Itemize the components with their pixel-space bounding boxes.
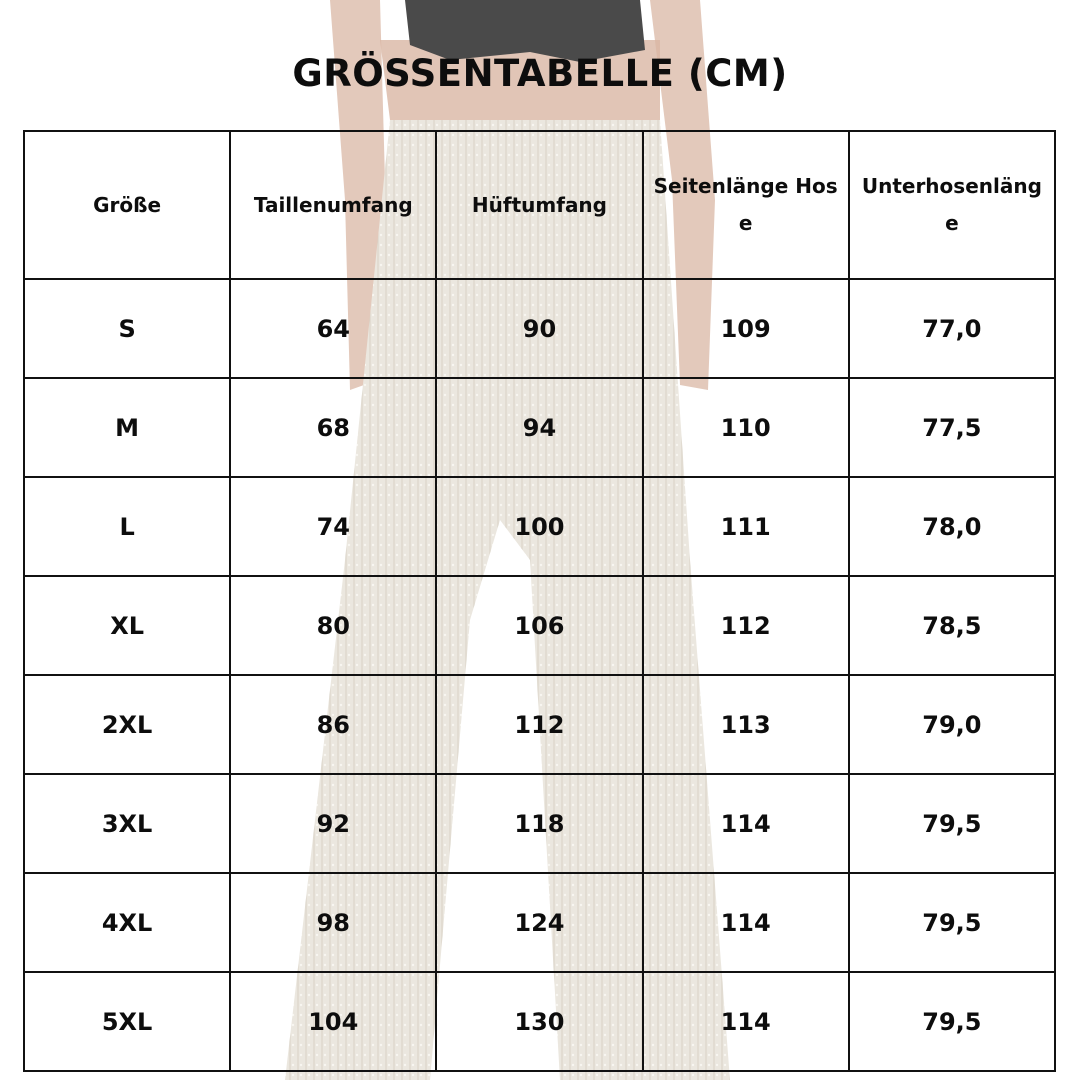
cell-size: 4XL xyxy=(24,873,230,972)
cell-size: 5XL xyxy=(24,972,230,1071)
cell-inseam: 77,0 xyxy=(849,279,1055,378)
cell-hip: 118 xyxy=(436,774,642,873)
cell-side-length: 110 xyxy=(643,378,849,477)
column-header-waist: Taillenumfang xyxy=(230,131,436,279)
cell-side-length: 111 xyxy=(643,477,849,576)
table-row xyxy=(24,972,1055,1071)
cell-waist: 80 xyxy=(230,576,436,675)
table-row xyxy=(24,576,1055,675)
cell-hip: 112 xyxy=(436,675,642,774)
cell-inseam: 78,0 xyxy=(849,477,1055,576)
cell-side-length: 113 xyxy=(643,675,849,774)
cell-hip: 106 xyxy=(436,576,642,675)
column-header-size: Größe xyxy=(24,131,230,279)
size-table xyxy=(23,130,1056,1072)
cell-size: 2XL xyxy=(24,675,230,774)
cell-side-length: 112 xyxy=(643,576,849,675)
cell-inseam: 78,5 xyxy=(849,576,1055,675)
cell-side-length: 109 xyxy=(643,279,849,378)
cell-size: 3XL xyxy=(24,774,230,873)
cell-hip: 90 xyxy=(436,279,642,378)
table-header-row xyxy=(24,131,1055,279)
column-header-hip: Hüftumfang xyxy=(436,131,642,279)
cell-inseam: 79,5 xyxy=(849,972,1055,1071)
table-row xyxy=(24,378,1055,477)
cell-hip: 130 xyxy=(436,972,642,1071)
column-header-side-length: Seitenlänge Hose xyxy=(643,131,849,279)
cell-waist: 98 xyxy=(230,873,436,972)
column-header-inseam: Unterhosenlänge xyxy=(849,131,1055,279)
cell-hip: 100 xyxy=(436,477,642,576)
table-row xyxy=(24,774,1055,873)
table-row xyxy=(24,477,1055,576)
cell-inseam: 79,5 xyxy=(849,873,1055,972)
cell-hip: 94 xyxy=(436,378,642,477)
cell-side-length: 114 xyxy=(643,873,849,972)
cell-waist: 64 xyxy=(230,279,436,378)
cell-inseam: 77,5 xyxy=(849,378,1055,477)
cell-side-length: 114 xyxy=(643,774,849,873)
cell-waist: 74 xyxy=(230,477,436,576)
table-row xyxy=(24,279,1055,378)
cell-inseam: 79,5 xyxy=(849,774,1055,873)
cell-side-length: 114 xyxy=(643,972,849,1071)
cell-hip: 124 xyxy=(436,873,642,972)
cell-waist: 68 xyxy=(230,378,436,477)
table-row xyxy=(24,873,1055,972)
page-title: GRÖSSENTABELLE (CM) xyxy=(292,52,788,95)
cell-waist: 104 xyxy=(230,972,436,1071)
cell-size: M xyxy=(24,378,230,477)
cell-inseam: 79,0 xyxy=(849,675,1055,774)
table-row xyxy=(24,675,1055,774)
cell-waist: 86 xyxy=(230,675,436,774)
cell-size: XL xyxy=(24,576,230,675)
cell-waist: 92 xyxy=(230,774,436,873)
cell-size: S xyxy=(24,279,230,378)
cell-size: L xyxy=(24,477,230,576)
